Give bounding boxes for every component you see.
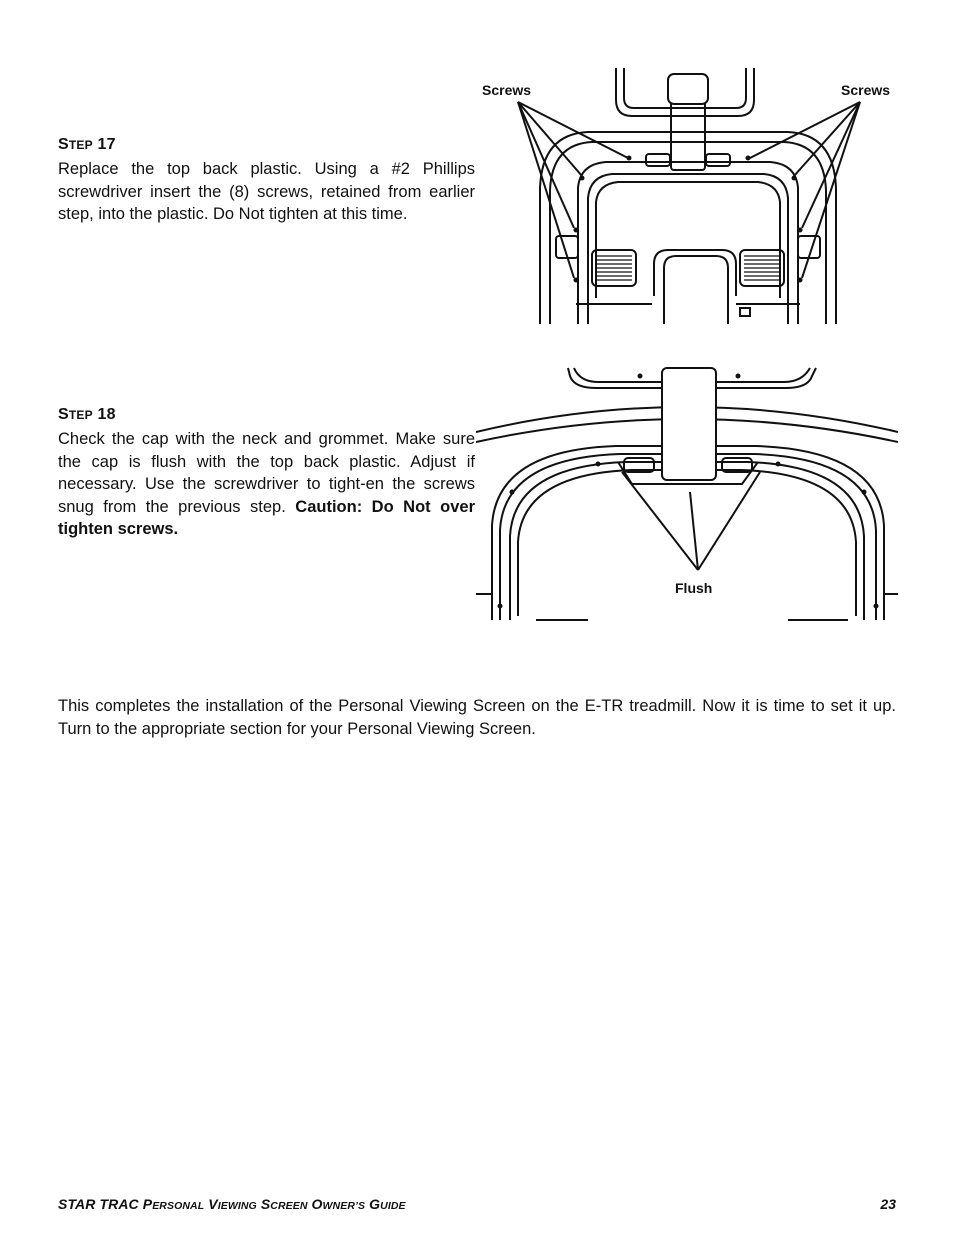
- step-17-title-rest: TEP: [68, 138, 93, 152]
- footer-title-word: SCREEN: [260, 1196, 308, 1212]
- step-17-number: 17: [97, 136, 116, 153]
- step-18-title-rest: TEP: [68, 408, 93, 422]
- step-18-body: Check the cap with the neck and grommet. Make sure the cap is flush with the top back plastic. Adjust if necessary. Use the screwdriver to tight-en the screws snug from the previous step.: [58, 430, 475, 516]
- step-17-title: [58, 136, 116, 154]
- step-18-illustration: [476, 366, 898, 622]
- step-18-title: [58, 406, 116, 424]
- footer-title-word: OWNER’S: [311, 1196, 366, 1212]
- step-18-figure: [476, 366, 898, 622]
- footer-title-word: VIEWING: [208, 1196, 257, 1212]
- footer-title-word: GUIDE: [369, 1196, 406, 1212]
- closing-paragraph: This completes the installation of the Personal Viewing Screen on the E-TR treadmill. Now it is time to set it up. Turn to the appropriate section for your Personal Viewing Screen.: [58, 697, 896, 738]
- step-18-caution: Caution: Do Not over tighten screws.: [58, 497, 475, 538]
- page-number: 23: [880, 1196, 896, 1212]
- step-17-title-cap: S: [58, 136, 69, 153]
- footer-brand: STAR TRAC: [58, 1196, 139, 1212]
- flush-label: Flush: [675, 580, 713, 596]
- screws-label-right: Screws: [841, 82, 891, 98]
- step-17-illustration: [478, 68, 898, 324]
- step-17-text: Replace the top back plastic. Using a #2 Phillips screwdriver insert the (8) screws, retained from earlier step, into the plastic. Do Not tighten at this time.: [58, 160, 475, 223]
- step-18-number: 18: [97, 406, 116, 423]
- footer-guide-title: [58, 1196, 406, 1212]
- screws-label-left: Screws: [482, 82, 532, 98]
- footer-title-word: PERSONAL: [142, 1196, 205, 1212]
- step-18-title-cap: S: [58, 406, 69, 423]
- step-18-text: [58, 428, 475, 541]
- step-17-figure: [478, 68, 898, 324]
